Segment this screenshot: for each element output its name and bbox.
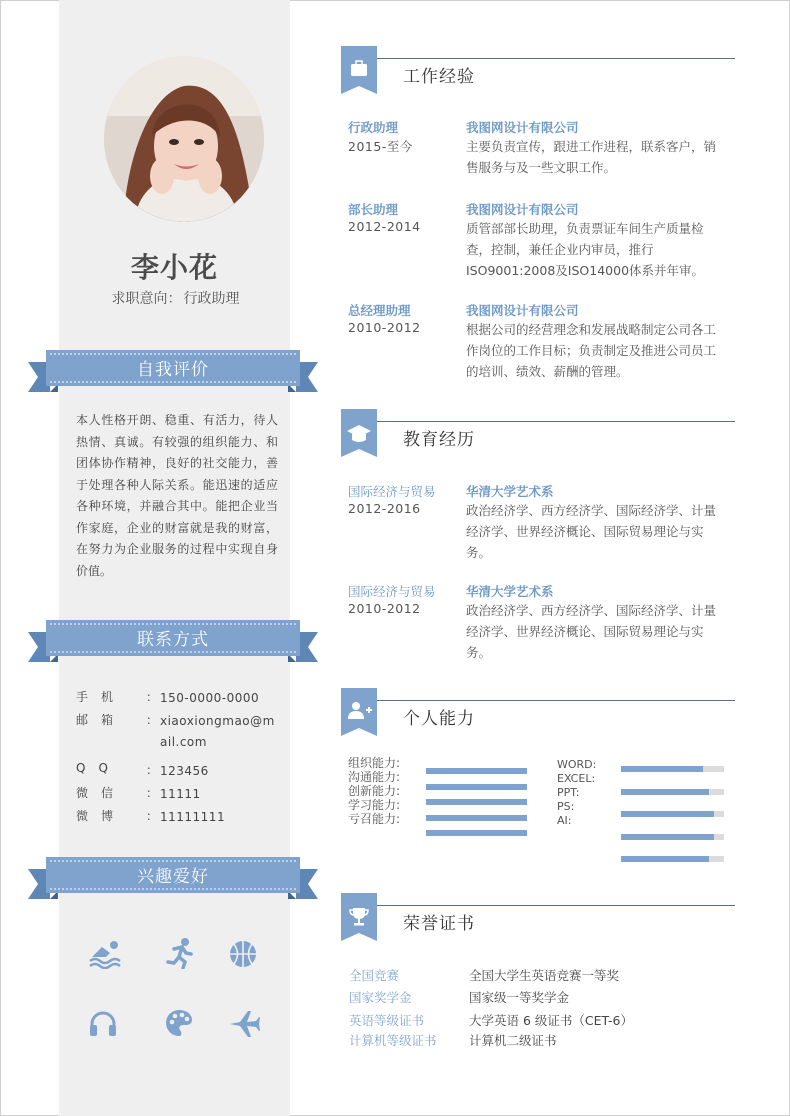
edu-desc: 政治经济学、西方经济学、国际经济学、计量经济学、世界经济概论、国际贸易理论与实务。 bbox=[466, 503, 717, 560]
about-text: 本人性格开朗、稳重、有活力，待人热情、真诚。有较强的组织能力、和团体协作精神，良好的社交能力，善于处理各种人际关系。能迅速的适应各种环境，并融合其中。能把企业当作家庭，企业的财富就是我的财富，在努力为企业服务的过程中实现自身价值。 bbox=[76, 413, 278, 578]
job-role: 部长助理 bbox=[348, 202, 399, 217]
running-icon bbox=[164, 937, 204, 977]
honor-value: 大学英语 6 级证书（CET-6） bbox=[469, 1013, 633, 1028]
contact-row-email bbox=[76, 711, 286, 761]
skill-label: WORD: bbox=[557, 758, 597, 771]
skills-section-header bbox=[341, 688, 736, 738]
skill-label: EXCEL: bbox=[557, 772, 596, 785]
contact-label: 微信 bbox=[76, 786, 127, 800]
job-intent-label: 求职意向： bbox=[111, 291, 182, 307]
section-divider bbox=[377, 700, 735, 701]
skills-title: 个人能力 bbox=[403, 709, 475, 729]
section-divider bbox=[377, 905, 735, 906]
contact-label: QQ bbox=[76, 761, 121, 775]
contact-label: 手机 bbox=[76, 690, 127, 704]
contact-colon: ： bbox=[146, 809, 159, 823]
honor-value: 国家级一等奖学金 bbox=[469, 990, 570, 1005]
swimming-icon bbox=[88, 939, 128, 979]
skill-label: 亏召能力: bbox=[348, 812, 401, 826]
contact-value: 11111 bbox=[160, 787, 201, 801]
contact-colon: ： bbox=[146, 713, 159, 727]
skill-bar-fill bbox=[621, 789, 709, 795]
contact-label: 邮箱 bbox=[76, 713, 127, 727]
education-item bbox=[348, 482, 728, 562]
honor-item bbox=[349, 988, 709, 1010]
skill-label: 组织能力: bbox=[348, 756, 401, 770]
skill-bar-fill bbox=[426, 784, 527, 790]
contact-ribbon bbox=[28, 618, 318, 670]
contact-value: 150-0000-0000 bbox=[160, 691, 260, 705]
contact-label: 微博 bbox=[76, 809, 127, 823]
add-user-icon bbox=[341, 688, 377, 736]
edu-desc: 政治经济学、西方经济学、国际经济学、计量经济学、世界经济概论、国际贸易理论与实务。 bbox=[466, 603, 717, 660]
work-title: 工作经验 bbox=[403, 67, 475, 87]
job-period: 2012-2014 bbox=[348, 219, 421, 234]
job-desc: 质管部部长助理，负责票证车间生产质量检查，控制，兼任企业内审员，推行ISO9001:2008及ISO14000体系并年审。 bbox=[466, 221, 705, 278]
job-desc: 根据公司的经营理念和发展战略制定公司各工作岗位的工作目标；负责制定及推进公司员工的培训、绩效、薪酬的管理。 bbox=[466, 322, 717, 379]
profile-photo bbox=[104, 56, 264, 222]
hobby-title: 兴趣爱好 bbox=[137, 867, 209, 887]
section-divider bbox=[377, 58, 735, 59]
trophy-icon bbox=[341, 893, 377, 941]
honor-value: 全国大学生英语竞赛一等奖 bbox=[469, 968, 620, 983]
section-divider bbox=[377, 421, 735, 422]
job-intent bbox=[59, 288, 290, 308]
briefcase-icon bbox=[341, 46, 377, 94]
candidate-name: 李小花 bbox=[130, 251, 218, 284]
contact-row-wechat bbox=[76, 784, 286, 807]
skill-bar-fill bbox=[426, 815, 527, 821]
work-item bbox=[348, 118, 728, 180]
skill-bar-fill bbox=[621, 811, 714, 817]
honor-name: 英语等级证书 bbox=[349, 1013, 425, 1028]
job-company: 我图网设计有限公司 bbox=[466, 303, 579, 318]
skill-label: 沟通能力: bbox=[348, 770, 401, 784]
contact-row-weibo bbox=[76, 807, 286, 830]
about-title: 自我评价 bbox=[137, 360, 209, 380]
skill-label: 学习能力: bbox=[348, 798, 401, 812]
honors-section-header bbox=[341, 893, 736, 943]
honor-name: 计算机等级证书 bbox=[349, 1033, 437, 1048]
headphones-icon bbox=[88, 1010, 128, 1050]
skill-label: PS: bbox=[557, 800, 575, 813]
work-section-header bbox=[341, 46, 736, 96]
contact-list bbox=[76, 688, 286, 830]
honor-item bbox=[349, 966, 709, 988]
job-role: 总经理助理 bbox=[348, 303, 411, 318]
skill-label: 创新能力: bbox=[348, 784, 401, 798]
edu-major: 国际经济与贸易 bbox=[348, 484, 436, 499]
job-desc: 主要负责宣传，跟进工作进程，联系客户，销售服务与及一些文职工作。 bbox=[466, 139, 717, 175]
job-role: 行政助理 bbox=[348, 120, 399, 135]
honor-item bbox=[349, 1011, 709, 1033]
graduation-cap-icon bbox=[341, 409, 377, 457]
contact-row-qq bbox=[76, 761, 286, 784]
honor-item bbox=[349, 1031, 709, 1053]
honor-value: 计算机二级证书 bbox=[469, 1033, 557, 1048]
education-section-header bbox=[341, 409, 736, 459]
honor-name: 国家奖学金 bbox=[349, 990, 412, 1005]
contact-value: 11111111 bbox=[160, 810, 226, 824]
hobby-ribbon bbox=[28, 855, 318, 907]
skill-label: PPT: bbox=[557, 786, 580, 799]
skills-labels-left bbox=[348, 756, 408, 826]
skill-label: AI: bbox=[557, 814, 572, 827]
job-period: 2015-至今 bbox=[348, 139, 413, 154]
skill-bar-fill bbox=[426, 768, 527, 774]
contact-colon: ： bbox=[146, 763, 159, 777]
basketball-icon bbox=[228, 939, 268, 979]
edu-period: 2010-2012 bbox=[348, 601, 421, 616]
education-item bbox=[348, 582, 728, 662]
airplane-icon bbox=[228, 1009, 268, 1049]
edu-major: 国际经济与贸易 bbox=[348, 584, 436, 599]
job-company: 我图网设计有限公司 bbox=[466, 120, 579, 135]
skill-bar-fill bbox=[426, 799, 527, 805]
edu-school: 华清大学艺术系 bbox=[466, 584, 554, 599]
contact-row-phone bbox=[76, 688, 286, 711]
skills-labels-right bbox=[557, 758, 617, 828]
contact-value[interactable]: xiaoxiongmao@mail.com bbox=[160, 714, 275, 749]
contact-colon: ： bbox=[146, 690, 159, 704]
job-period: 2010-2012 bbox=[348, 320, 421, 335]
job-intent-value: 行政助理 bbox=[183, 291, 240, 307]
honor-name: 全国竞赛 bbox=[349, 968, 400, 983]
skill-bar-fill bbox=[621, 766, 703, 772]
education-title: 教育经历 bbox=[403, 430, 475, 450]
palette-icon bbox=[164, 1008, 204, 1048]
contact-title: 联系方式 bbox=[137, 630, 209, 650]
contact-value: 123456 bbox=[160, 764, 209, 778]
skill-bar-fill bbox=[621, 856, 709, 862]
work-item bbox=[348, 301, 728, 385]
edu-school: 华清大学艺术系 bbox=[466, 484, 554, 499]
honors-title: 荣誉证书 bbox=[403, 914, 475, 934]
edu-period: 2012-2016 bbox=[348, 501, 421, 516]
about-ribbon bbox=[28, 348, 318, 400]
skill-bar-fill bbox=[621, 834, 714, 840]
contact-colon: ： bbox=[146, 786, 159, 800]
work-item bbox=[348, 200, 728, 284]
job-company: 我图网设计有限公司 bbox=[466, 202, 579, 217]
skill-bar-fill bbox=[426, 830, 527, 836]
